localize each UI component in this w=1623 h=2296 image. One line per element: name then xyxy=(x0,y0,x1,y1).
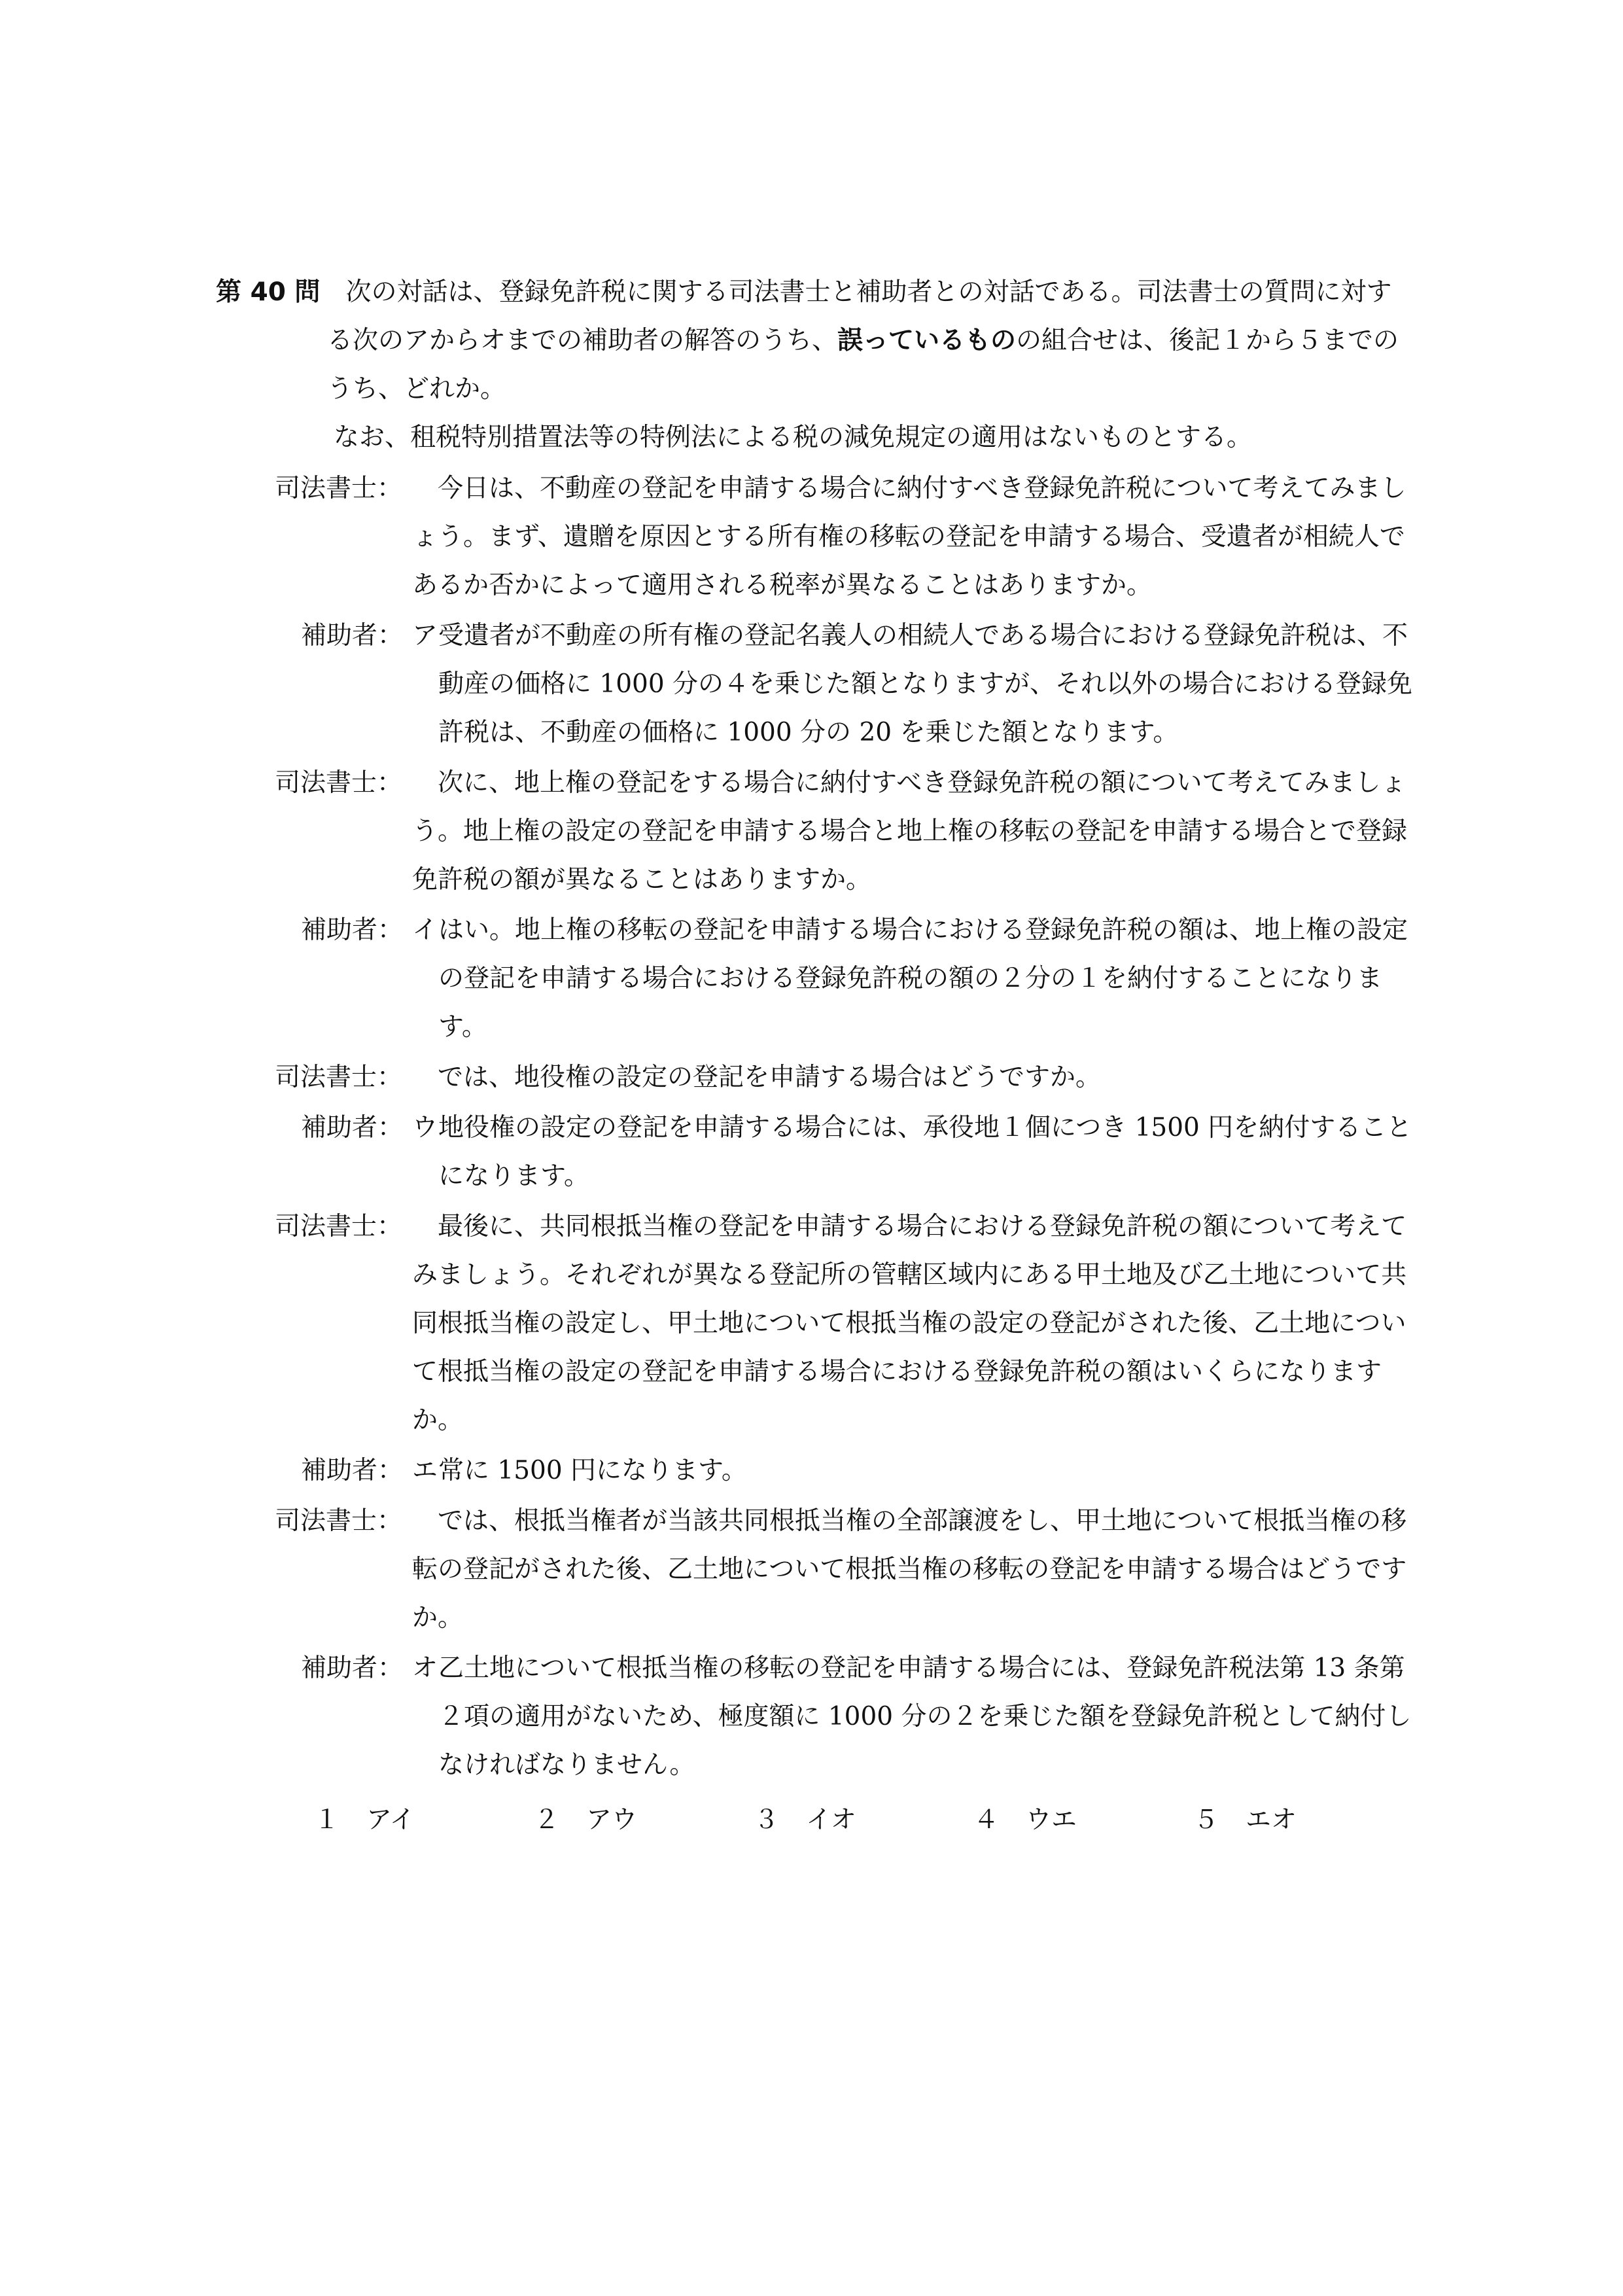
stem-emphasis: 誤っているもの xyxy=(837,326,1017,355)
speaker-label: 補助者： xyxy=(301,1653,404,1683)
dialogue-turn xyxy=(216,1644,1413,1790)
turn-text: 地役権の設定の登記を申請する場合には、承役地１個につき 1500 円を納付することになります。 xyxy=(438,1113,1412,1191)
choice-number: ５ xyxy=(1193,1805,1219,1835)
speaker-label: 司法書士： xyxy=(275,1063,403,1092)
turn-text: 最後に、共同根抵当権の登記を申請する場合における登録免許税の額について考えてみましょう。それぞれが異なる登記所の管轄区域内にある甲土地及び乙土地について共同根抵当権の設定し、甲土地について根抵当権の設定の登記がされた後、乙土地について根抵当権の設定の登記を申請する場合における登録免許税の額はいくらになりますか。 xyxy=(412,1212,1407,1435)
answer-mark: ウ xyxy=(412,1113,438,1142)
stem-after: の組合せは、後記１から５までのうち、どれか。 xyxy=(327,326,1399,404)
choice-number: １ xyxy=(314,1805,340,1835)
speaker-label: 補助者： xyxy=(301,1113,404,1142)
speaker-label: 司法書士： xyxy=(275,1212,403,1241)
dialogue-turn xyxy=(216,906,1413,1051)
choice-label: エオ xyxy=(1246,1805,1297,1835)
choice-2[interactable] xyxy=(534,1796,754,1845)
choice-3[interactable] xyxy=(754,1796,973,1845)
speaker-label: 補助者： xyxy=(301,915,404,945)
choice-5[interactable] xyxy=(1193,1796,1413,1845)
speaker-label: 司法書士： xyxy=(275,1506,403,1536)
question-note: なお、租税特別措置法等の特例法による税の減免規定の適用はないものとする。 xyxy=(334,423,1253,452)
turn-text: 受遺者が不動産の所有権の登記名義人の相続人である場合における登録免許税は、不動産の価格に 1000 分の４を乗じた額となりますが、それ以外の場合における登録免許税は、不動産の価格に 1000 分の 20 を乗じた額となります。 xyxy=(438,621,1413,747)
answer-choices xyxy=(216,1796,1413,1845)
choice-number: ４ xyxy=(973,1805,1000,1835)
turn-text: では、地役権の設定の登記を申請する場合はどうですか。 xyxy=(438,1063,1102,1092)
dialogue-turn xyxy=(216,465,1413,610)
answer-mark: エ xyxy=(412,1456,438,1485)
dialogue-turn xyxy=(216,1104,1413,1201)
choice-number: ３ xyxy=(754,1805,780,1835)
turn-text: 次に、地上権の登記をする場合に納付すべき登録免許税の額について考えてみましょう。地上権の設定の登記を申請する場合と地上権の移転の登記を申請する場合とで登録免許税の額が異なることはありますか。 xyxy=(412,768,1408,894)
dialogue-turn xyxy=(216,759,1413,904)
turn-text: はい。地上権の移転の登記を申請する場合における登録免許税の額は、地上権の設定の登記を申請する場合における登録免許税の額の２分の１を納付することになります。 xyxy=(438,915,1408,1042)
speaker-label: 補助者： xyxy=(301,621,404,650)
choice-4[interactable] xyxy=(973,1796,1193,1845)
choice-1[interactable] xyxy=(314,1796,534,1845)
choice-label: イオ xyxy=(806,1805,856,1835)
turn-text: 常に 1500 円になります。 xyxy=(438,1456,747,1485)
dialogue-turn xyxy=(216,1053,1413,1102)
dialogue xyxy=(216,465,1413,1790)
turn-text: 今日は、不動産の登記を申請する場合に納付すべき登録免許税について考えてみましょう。まず、遺贈を原因とする所有権の移転の登記を申請する場合、受遺者が相続人であるか否かによって適用される税率が異なることはありますか。 xyxy=(412,474,1406,600)
question-stem xyxy=(216,268,1413,414)
choice-label: アイ xyxy=(366,1805,415,1835)
choice-label: アウ xyxy=(586,1805,638,1835)
turn-text: では、根抵当権者が当該共同根抵当権の全部譲渡をし、甲土地について根抵当権の移転の登記がされた後、乙土地について根抵当権の移転の登記を申請する場合はどうですか。 xyxy=(412,1506,1407,1633)
answer-mark: オ xyxy=(412,1653,438,1683)
turn-text: 乙土地について根抵当権の移転の登記を申請する場合には、登録免許税法第 13 条第２項の適用がないため、極度額に 1000 分の２を乗じた額を登録免許税として納付しなければなりません。 xyxy=(438,1653,1412,1780)
speaker-label: 司法書士： xyxy=(275,768,403,798)
dialogue-turn xyxy=(216,1447,1413,1495)
speaker-label: 補助者： xyxy=(301,1456,404,1485)
stem-before: 次の対話は、登録免許税に関する司法書士と補助者との対話である。司法書士の質問に対する次のアからオまでの補助者の解答のうち、 xyxy=(327,277,1392,355)
choice-label: ウエ xyxy=(1026,1805,1077,1835)
dialogue-turn xyxy=(216,612,1413,757)
dialogue-turn xyxy=(216,1203,1413,1445)
answer-mark: イ xyxy=(412,915,438,945)
speaker-label: 司法書士： xyxy=(275,474,403,503)
dialogue-turn xyxy=(216,1497,1413,1642)
answer-mark: ア xyxy=(412,621,438,650)
question-block xyxy=(216,268,1413,1845)
choice-number: ２ xyxy=(534,1805,560,1835)
question-number: 第 40 問 xyxy=(216,277,321,307)
